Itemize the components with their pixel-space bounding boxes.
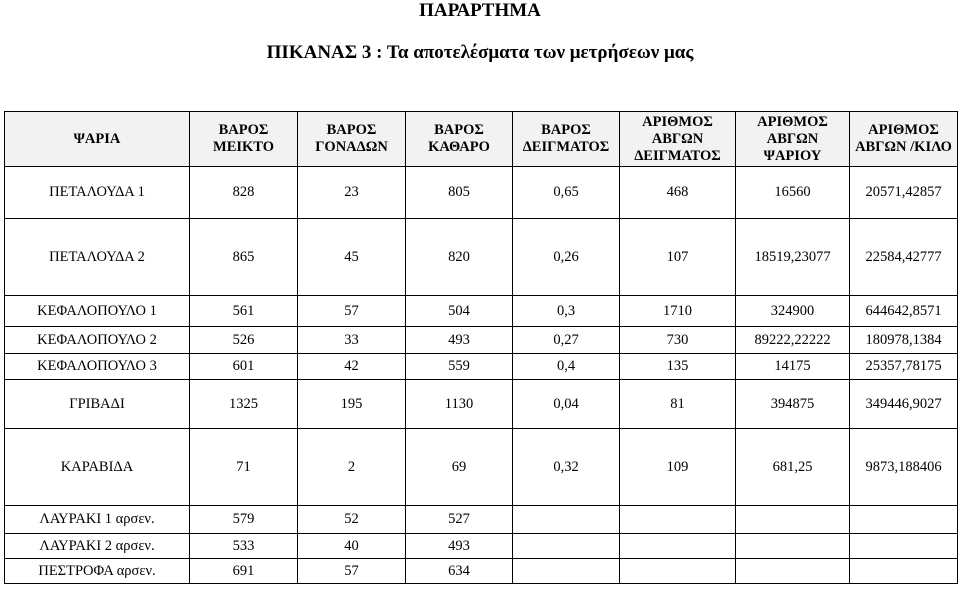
col-header: ΒΑΡΟΣ ΚΑΘΑΡΟ — [406, 112, 513, 167]
table-cell: 18519,23077 — [736, 219, 850, 296]
table-cell: 42 — [298, 354, 406, 380]
table-cell: 180978,1384 — [850, 327, 958, 354]
measurements-table — [4, 111, 958, 584]
table-row — [5, 380, 958, 429]
table-cell: 0,27 — [513, 327, 620, 354]
col-header: ΒΑΡΟΣ ΜΕΙΚΤΟ — [190, 112, 298, 167]
table-cell: 0,26 — [513, 219, 620, 296]
table-cell: 1710 — [620, 296, 736, 327]
fish-name-cell: ΛΑΥΡΑΚΙ 2 αρσεν. — [5, 534, 190, 559]
table-cell: 23 — [298, 167, 406, 219]
table-cell: 57 — [298, 559, 406, 584]
table-cell — [850, 559, 958, 584]
table-cell: 644642,8571 — [850, 296, 958, 327]
table-cell: 579 — [190, 506, 298, 534]
fish-name-cell: ΛΑΥΡΑΚΙ 1 αρσεν. — [5, 506, 190, 534]
table-row — [5, 296, 958, 327]
table-cell: 559 — [406, 354, 513, 380]
table-cell: 1325 — [190, 380, 298, 429]
table-cell: 0,3 — [513, 296, 620, 327]
table-cell: 2 — [298, 429, 406, 506]
table-cell — [620, 559, 736, 584]
table-cell: 865 — [190, 219, 298, 296]
table-cell: 533 — [190, 534, 298, 559]
table-cell: 20571,42857 — [850, 167, 958, 219]
table-row — [5, 354, 958, 380]
col-header: ΑΡΙΘΜΟΣ ΑΒΓΩΝ ΔΕΙΓΜΑΤΟΣ — [620, 112, 736, 167]
table-row — [5, 167, 958, 219]
table-cell: 691 — [190, 559, 298, 584]
col-header: ΒΑΡΟΣ ΔΕΙΓΜΑΤΟΣ — [513, 112, 620, 167]
table-cell: 16560 — [736, 167, 850, 219]
fish-name-cell: ΠΕΤΑΛΟΥΔΑ 1 — [5, 167, 190, 219]
table-cell: 730 — [620, 327, 736, 354]
table-row — [5, 429, 958, 506]
table-cell: 69 — [406, 429, 513, 506]
table-cell: 468 — [620, 167, 736, 219]
table-cell: 0,65 — [513, 167, 620, 219]
table-cell: 805 — [406, 167, 513, 219]
table-cell: 57 — [298, 296, 406, 327]
table-row — [5, 219, 958, 296]
table-cell: 0,04 — [513, 380, 620, 429]
table-cell: 33 — [298, 327, 406, 354]
table-cell: 109 — [620, 429, 736, 506]
fish-name-cell: ΠΕΣΤΡΟΦΑ αρσεν. — [5, 559, 190, 584]
table-cell: 52 — [298, 506, 406, 534]
table-cell — [736, 534, 850, 559]
table-cell: 45 — [298, 219, 406, 296]
table-cell: 527 — [406, 506, 513, 534]
table-cell: 1130 — [406, 380, 513, 429]
fish-name-cell: ΚΕΦΑΛΟΠΟΥΛΟ 1 — [5, 296, 190, 327]
table-cell — [513, 534, 620, 559]
table-cell: 22584,42777 — [850, 219, 958, 296]
col-header: ΒΑΡΟΣ ΓΟΝΑΔΩΝ — [298, 112, 406, 167]
table-cell: 25357,78175 — [850, 354, 958, 380]
table-cell: 81 — [620, 380, 736, 429]
table-row — [5, 534, 958, 559]
table-cell — [513, 506, 620, 534]
fish-name-cell: ΚΕΦΑΛΟΠΟΥΛΟ 3 — [5, 354, 190, 380]
appendix-heading: ΠΑΡΑΡΤΗΜΑ — [419, 0, 541, 21]
table-cell: 493 — [406, 534, 513, 559]
table-cell — [850, 506, 958, 534]
table-cell: 394875 — [736, 380, 850, 429]
table-row — [5, 506, 958, 534]
table-cell: 107 — [620, 219, 736, 296]
fish-name-cell: ΠΕΤΑΛΟΥΔΑ 2 — [5, 219, 190, 296]
header-row — [5, 112, 958, 167]
table-cell — [736, 506, 850, 534]
col-header: ΨΑΡΙΑ — [5, 112, 190, 167]
table-cell: 324900 — [736, 296, 850, 327]
table-cell: 135 — [620, 354, 736, 380]
table-cell: 0,32 — [513, 429, 620, 506]
table-cell: 504 — [406, 296, 513, 327]
fish-name-cell: ΚΑΡΑΒΙΔΑ — [5, 429, 190, 506]
table-cell — [620, 534, 736, 559]
table-cell: 828 — [190, 167, 298, 219]
table-cell: 349446,9027 — [850, 380, 958, 429]
table-cell — [736, 559, 850, 584]
col-header: ΑΡΙΘΜΟΣ ΑΒΓΩΝ ΨΑΡΙΟΥ — [736, 112, 850, 167]
table-cell: 634 — [406, 559, 513, 584]
table-cell: 195 — [298, 380, 406, 429]
fish-name-cell: ΓΡΙΒΑΔΙ — [5, 380, 190, 429]
table-cell: 14175 — [736, 354, 850, 380]
table-cell — [513, 559, 620, 584]
table-cell: 89222,22222 — [736, 327, 850, 354]
table-cell: 40 — [298, 534, 406, 559]
table-caption: ΠΙΚΑΝΑΣ 3 : Τα αποτελέσματα των μετρήσεων μας — [266, 42, 694, 63]
col-header: ΑΡΙΘΜΟΣ ΑΒΓΩΝ /ΚΙΛΟ — [850, 112, 958, 167]
table-cell: 526 — [190, 327, 298, 354]
table-cell: 561 — [190, 296, 298, 327]
table-cell: 601 — [190, 354, 298, 380]
table-cell: 9873,188406 — [850, 429, 958, 506]
fish-name-cell: ΚΕΦΑΛΟΠΟΥΛΟ 2 — [5, 327, 190, 354]
table-cell: 71 — [190, 429, 298, 506]
table-cell: 820 — [406, 219, 513, 296]
table-row — [5, 327, 958, 354]
table-cell — [850, 534, 958, 559]
table-row — [5, 559, 958, 584]
table-cell: 0,4 — [513, 354, 620, 380]
table-cell: 493 — [406, 327, 513, 354]
table-cell — [620, 506, 736, 534]
table-cell: 681,25 — [736, 429, 850, 506]
